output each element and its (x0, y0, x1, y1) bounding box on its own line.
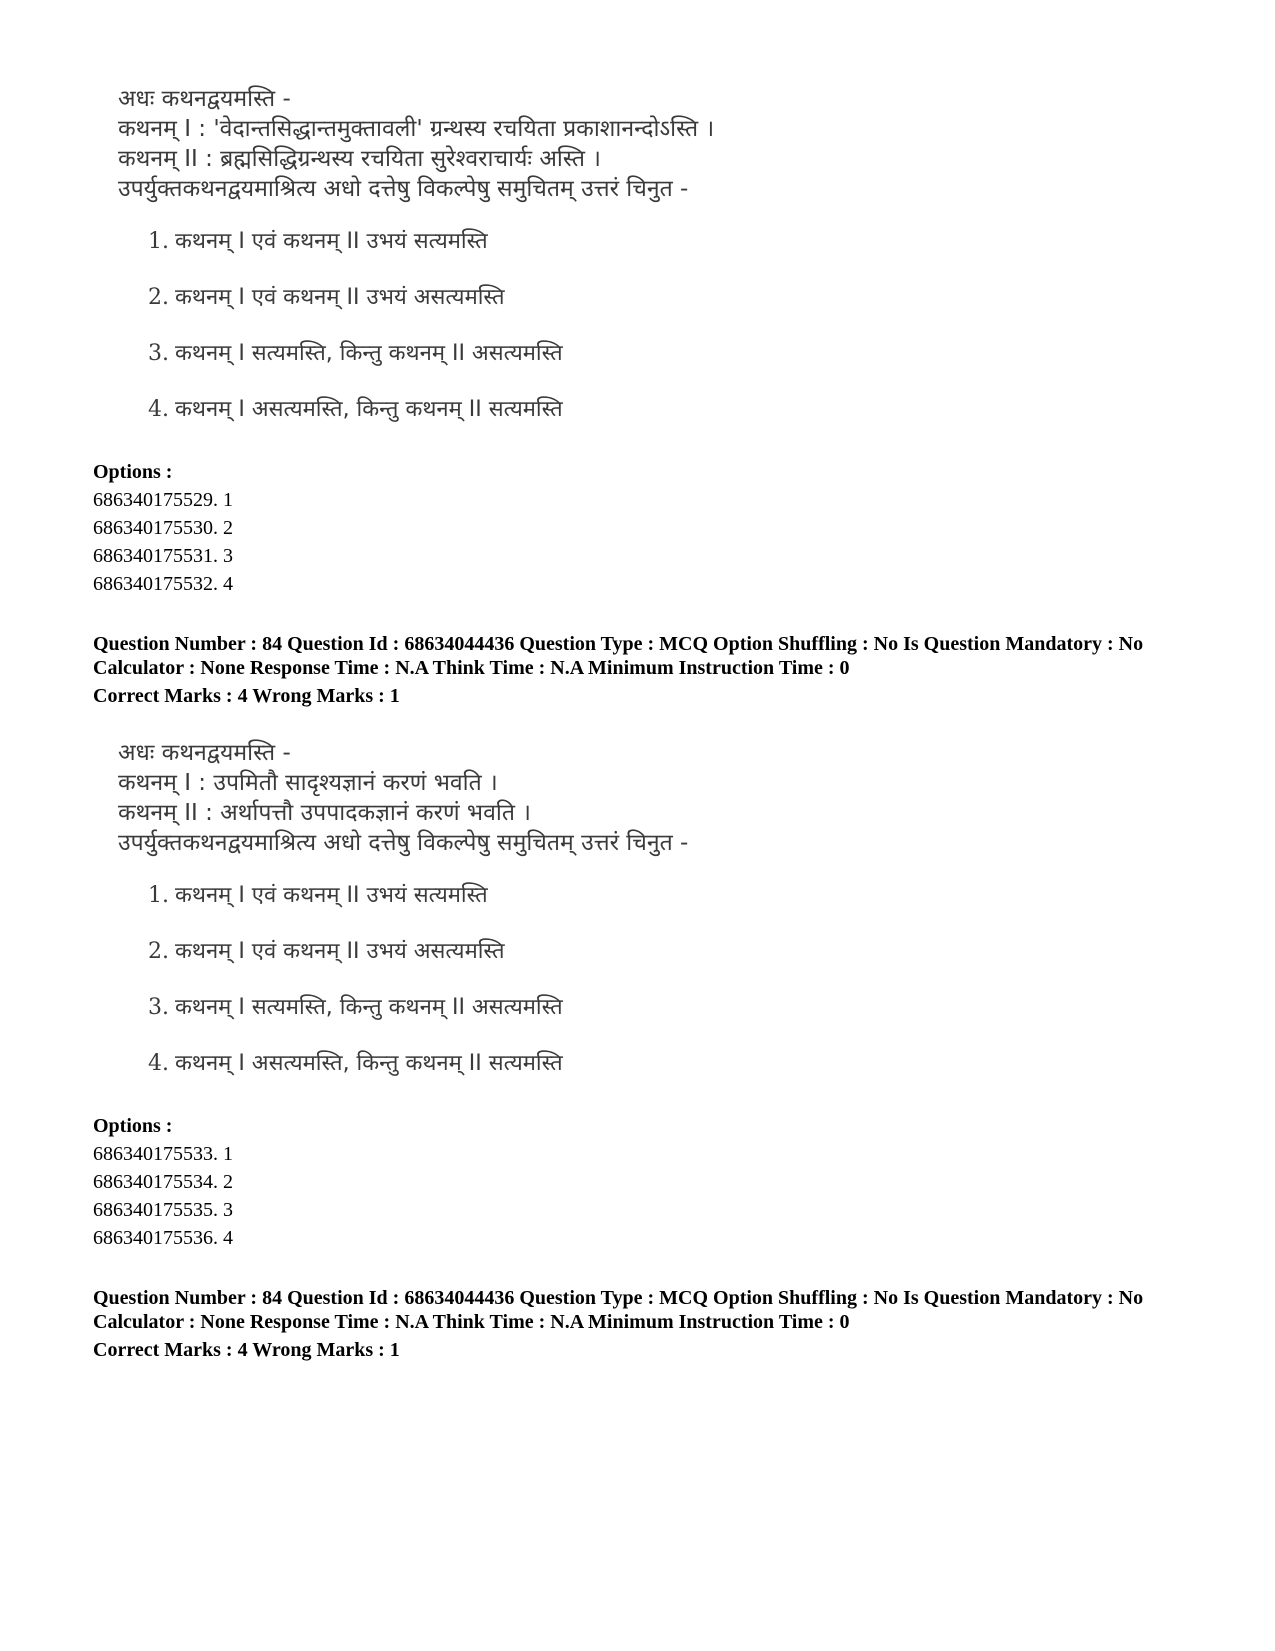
choice-number: 1. (148, 229, 169, 254)
choice-item (148, 1046, 878, 1102)
question-line: अधः कथनद्वयमस्ति - (118, 740, 291, 766)
option-id: 686340175532. 4 (93, 573, 233, 595)
option-id: 686340175535. 3 (93, 1199, 233, 1221)
question-line: उपर्युक्तकथनद्वयमाश्रित्य अधो दत्तेषु विकल्पेषु समुचितम् उत्तरं चिनुत - (118, 830, 689, 856)
choice-text: कथनम् I असत्यमस्ति, किन्तु कथनम् II सत्यमस्ति (175, 397, 563, 422)
question-line: उपर्युक्तकथनद्वयमाश्रित्य अधो दत्तेषु विकल्पेषु समुचितम् उत्तरं चिनुत - (118, 176, 689, 202)
choice-item (148, 224, 878, 280)
question-line: कथनम् I : 'वेदान्तसिद्धान्तमुक्तावली' ग्रन्थस्य रचयिता प्रकाशानन्दोऽस्ति । (118, 116, 715, 142)
option-id: 686340175529. 1 (93, 489, 233, 511)
choice-text: कथनम् I एवं कथनम् II उभयं असत्यमस्ति (175, 939, 505, 964)
choice-list (118, 878, 878, 1102)
choice-number: 2. (148, 939, 169, 964)
choice-number: 2. (148, 285, 169, 310)
choice-item (148, 280, 878, 336)
question-meta-2 (93, 632, 1213, 708)
question-marks: Correct Marks : 4 Wrong Marks : 1 (93, 1339, 400, 1361)
choice-text: कथनम् I एवं कथनम् II उभयं सत्यमस्ति (175, 883, 488, 908)
question-meta-3 (93, 1286, 1213, 1362)
question-line: कथनम् I : उपमितौ सादृश्यज्ञानं करणं भवति । (118, 770, 498, 796)
choice-text: कथनम् I सत्यमस्ति, किन्तु कथनम् II असत्यमस्ति (175, 341, 563, 366)
option-id: 686340175536. 4 (93, 1227, 233, 1249)
question-line: कथनम् II : ब्रह्मसिद्धिग्रन्थस्य रचयिता सुरेश्वराचार्यः अस्ति । (118, 146, 601, 172)
choice-text: कथनम् I असत्यमस्ति, किन्तु कथनम् II सत्यमस्ति (175, 1051, 563, 1076)
choice-number: 4. (148, 1051, 169, 1076)
option-id: 686340175531. 3 (93, 545, 233, 567)
options-list-1 (93, 458, 233, 598)
option-id: 686340175530. 2 (93, 517, 233, 539)
choice-text: कथनम् I एवं कथनम् II उभयं असत्यमस्ति (175, 285, 505, 310)
choice-item (148, 392, 878, 448)
choice-number: 3. (148, 995, 169, 1020)
question-image-2 (118, 738, 878, 1102)
choice-number: 3. (148, 341, 169, 366)
choice-item (148, 336, 878, 392)
choice-list (118, 224, 878, 448)
choice-text: कथनम् I सत्यमस्ति, किन्तु कथनम् II असत्यमस्ति (175, 995, 563, 1020)
choice-number: 4. (148, 397, 169, 422)
option-id: 686340175534. 2 (93, 1171, 233, 1193)
options-list-2 (93, 1112, 233, 1252)
question-meta-line: Question Number : 84 Question Id : 68634044436 Question Type : MCQ Option Shuffling : No Is Question Mandatory : No Calculator : None Response Time : N.A Think Time : N.A Minimum Instruction Time : 0 (93, 633, 1144, 679)
option-id: 686340175533. 1 (93, 1143, 233, 1165)
choice-text: कथनम् I एवं कथनम् II उभयं सत्यमस्ति (175, 229, 488, 254)
options-heading: Options : (93, 461, 173, 483)
question-marks: Correct Marks : 4 Wrong Marks : 1 (93, 685, 400, 707)
question-image-1 (118, 84, 878, 448)
choice-item (148, 990, 878, 1046)
question-line: कथनम् II : अर्थापत्तौ उपपादकज्ञानं करणं भवति । (118, 800, 531, 826)
question-line: अधः कथनद्वयमस्ति - (118, 86, 291, 112)
choice-number: 1. (148, 883, 169, 908)
options-heading: Options : (93, 1115, 173, 1137)
choice-item (148, 878, 878, 934)
choice-item (148, 934, 878, 990)
question-meta-line: Question Number : 84 Question Id : 68634044436 Question Type : MCQ Option Shuffling : No Is Question Mandatory : No Calculator : None Response Time : N.A Think Time : N.A Minimum Instruction Time : 0 (93, 1287, 1144, 1333)
